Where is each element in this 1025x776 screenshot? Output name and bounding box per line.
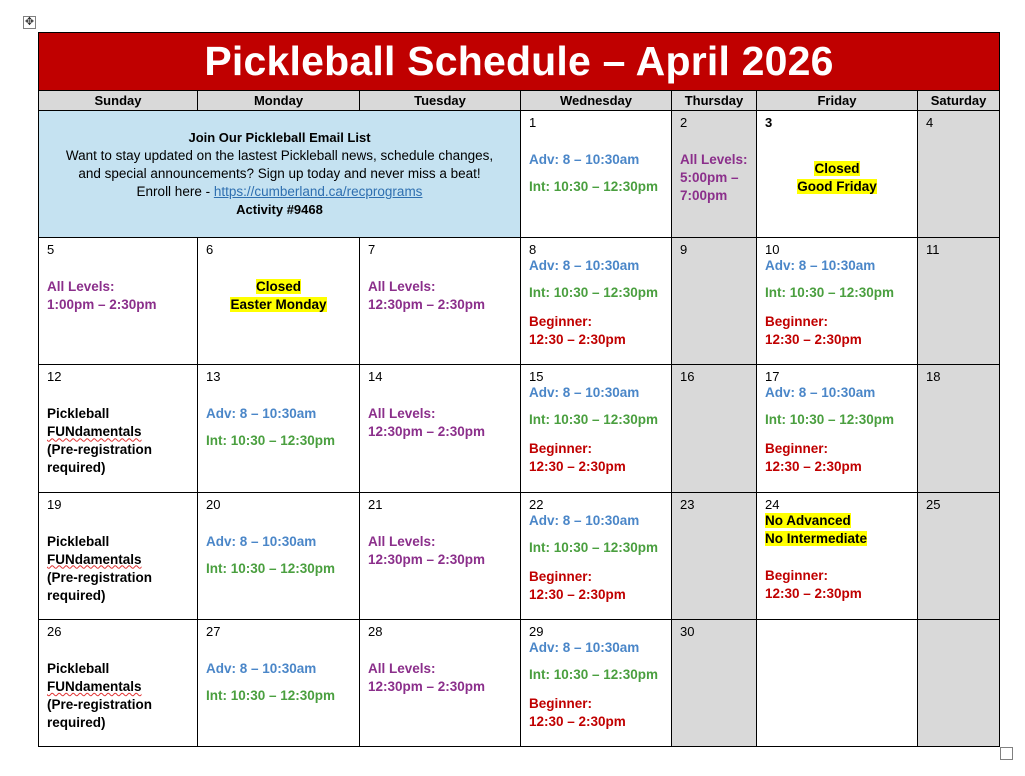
day-cell-29[interactable] bbox=[521, 619, 672, 746]
day-cell-2[interactable] bbox=[672, 111, 757, 238]
beginner-time: 12:30 – 2:30pm bbox=[529, 459, 626, 475]
beginner-label: Beginner: bbox=[765, 441, 829, 457]
day-cell-9[interactable] bbox=[672, 238, 757, 365]
advanced-session: Adv: 8 – 10:30am bbox=[765, 258, 876, 274]
day-number: 28 bbox=[368, 623, 383, 639]
week-row bbox=[39, 619, 1000, 746]
day-number: 5 bbox=[47, 242, 55, 258]
day-number: 2 bbox=[680, 115, 688, 131]
day-cell-28[interactable] bbox=[360, 619, 521, 746]
day-cell-3[interactable] bbox=[757, 111, 918, 238]
advanced-session: Adv: 8 – 10:30am bbox=[206, 660, 317, 676]
intermediate-session: Int: 10:30 – 12:30pm bbox=[765, 285, 895, 301]
all-levels-time: 12:30pm – 2:30pm bbox=[368, 424, 486, 440]
weekday-header: Tuesday bbox=[360, 91, 521, 111]
preregistration-note: (Pre-registration bbox=[47, 696, 153, 712]
beginner-label: Beginner: bbox=[765, 567, 829, 583]
beginner-time: 12:30 – 2:30pm bbox=[529, 713, 626, 729]
intermediate-session: Int: 10:30 – 12:30pm bbox=[206, 687, 336, 703]
beginner-time: 12:30 – 2:30pm bbox=[765, 585, 862, 601]
advanced-session: Adv: 8 – 10:30am bbox=[529, 152, 640, 168]
day-number: 7 bbox=[368, 242, 376, 258]
all-levels-label: All Levels: bbox=[368, 533, 436, 549]
closed-notice: Closed bbox=[255, 279, 301, 295]
beginner-time: 12:30 – 2:30pm bbox=[529, 586, 626, 602]
all-levels-time: 7:00pm bbox=[680, 188, 728, 204]
weekday-header: Thursday bbox=[672, 91, 757, 111]
activity-number: Activity #9468 bbox=[236, 202, 323, 218]
beginner-label: Beginner: bbox=[529, 695, 593, 711]
promo-line: Want to stay updated on the lastest Pickleball news, schedule changes, bbox=[65, 148, 494, 164]
holiday-name: Easter Monday bbox=[230, 297, 327, 313]
advanced-session: Adv: 8 – 10:30am bbox=[529, 512, 640, 528]
intermediate-session: Int: 10:30 – 12:30pm bbox=[529, 179, 659, 195]
day-number: 22 bbox=[529, 496, 544, 512]
weekday-header: Wednesday bbox=[521, 91, 672, 111]
intermediate-session: Int: 10:30 – 12:30pm bbox=[206, 560, 336, 576]
day-cell-27[interactable] bbox=[198, 619, 360, 746]
day-number: 29 bbox=[529, 623, 544, 639]
day-cell-5[interactable] bbox=[39, 238, 198, 365]
empty-day-cell[interactable] bbox=[918, 619, 1000, 746]
week-row bbox=[39, 238, 1000, 365]
beginner-label: Beginner: bbox=[529, 568, 593, 584]
day-number: 6 bbox=[206, 242, 214, 258]
all-levels-time: 5:00pm – bbox=[680, 170, 739, 186]
day-number: 13 bbox=[206, 369, 221, 385]
day-number: 25 bbox=[926, 496, 941, 512]
beginner-label: Beginner: bbox=[529, 314, 593, 330]
day-number: 12 bbox=[47, 369, 62, 385]
fundamentals-title: Pickleball bbox=[47, 406, 110, 422]
weekday-header: Sunday bbox=[39, 91, 198, 111]
day-number: 8 bbox=[529, 242, 537, 258]
day-cell-11[interactable] bbox=[918, 238, 1000, 365]
all-levels-label: All Levels: bbox=[368, 406, 436, 422]
advanced-session: Adv: 8 – 10:30am bbox=[206, 533, 317, 549]
calendar-table bbox=[38, 32, 1000, 747]
day-cell-23[interactable] bbox=[672, 492, 757, 619]
promo-line: and special announcements? Sign up today and never miss a beat! bbox=[78, 166, 481, 182]
all-levels-label: All Levels: bbox=[368, 660, 436, 676]
week-row bbox=[39, 492, 1000, 619]
day-cell-19[interactable] bbox=[39, 492, 198, 619]
day-number: 19 bbox=[47, 496, 62, 512]
day-cell-26[interactable] bbox=[39, 619, 198, 746]
day-number: 9 bbox=[680, 242, 688, 258]
beginner-time: 12:30 – 2:30pm bbox=[765, 332, 862, 348]
advanced-session: Adv: 8 – 10:30am bbox=[529, 639, 640, 655]
text-cursor bbox=[999, 492, 1000, 508]
day-number: 30 bbox=[680, 623, 695, 639]
preregistration-note: (Pre-registration bbox=[47, 442, 153, 458]
page-title: Pickleball Schedule – April 2026 bbox=[39, 33, 1000, 91]
fundamentals-title: FUNdamentals bbox=[47, 551, 142, 567]
day-cell-12[interactable] bbox=[39, 365, 198, 492]
promo-heading: Join Our Pickleball Email List bbox=[188, 130, 371, 146]
day-cell-14[interactable] bbox=[360, 365, 521, 492]
day-number: 10 bbox=[765, 242, 780, 258]
promo-enroll bbox=[39, 183, 520, 201]
preregistration-note: required) bbox=[47, 714, 106, 730]
day-number: 23 bbox=[680, 496, 695, 512]
no-advanced-notice: No Advanced bbox=[765, 512, 851, 528]
day-cell-4[interactable] bbox=[918, 111, 1000, 238]
all-levels-label: All Levels: bbox=[680, 152, 748, 168]
day-cell-24[interactable] bbox=[757, 492, 918, 619]
day-number: 1 bbox=[529, 115, 537, 131]
holiday-name: Good Friday bbox=[797, 179, 877, 195]
day-number: 3 bbox=[765, 115, 773, 131]
day-cell-13[interactable] bbox=[198, 365, 360, 492]
day-number: 11 bbox=[926, 242, 940, 258]
week-row bbox=[39, 365, 1000, 492]
day-cell-21[interactable] bbox=[360, 492, 521, 619]
all-levels-label: All Levels: bbox=[47, 279, 115, 295]
day-number: 18 bbox=[926, 369, 941, 385]
weekday-header-row bbox=[39, 91, 1000, 111]
intermediate-session: Int: 10:30 – 12:30pm bbox=[529, 412, 659, 428]
empty-day-cell[interactable] bbox=[757, 619, 918, 746]
recprograms-link[interactable]: https://cumberland.ca/recprograms bbox=[213, 184, 423, 200]
all-levels-time: 12:30pm – 2:30pm bbox=[368, 678, 486, 694]
all-levels-label: All Levels: bbox=[368, 279, 436, 295]
fundamentals-title: FUNdamentals bbox=[47, 678, 142, 694]
beginner-time: 12:30 – 2:30pm bbox=[765, 459, 862, 475]
day-number: 24 bbox=[765, 496, 780, 512]
advanced-session: Adv: 8 – 10:30am bbox=[765, 385, 876, 401]
day-number: 14 bbox=[368, 369, 383, 385]
enroll-prefix: Enroll here - bbox=[136, 184, 214, 200]
advanced-session: Adv: 8 – 10:30am bbox=[206, 406, 317, 422]
day-cell-17[interactable] bbox=[757, 365, 918, 492]
weekday-header: Monday bbox=[198, 91, 360, 111]
fundamentals-title: Pickleball bbox=[47, 533, 110, 549]
all-levels-time: 1:00pm – 2:30pm bbox=[47, 297, 157, 313]
day-cell-20[interactable] bbox=[198, 492, 360, 619]
email-list-promo bbox=[39, 111, 521, 238]
fundamentals-title: FUNdamentals bbox=[47, 424, 142, 440]
beginner-label: Beginner: bbox=[529, 441, 593, 457]
day-number: 27 bbox=[206, 623, 221, 639]
day-cell-16[interactable] bbox=[672, 365, 757, 492]
preregistration-note: required) bbox=[47, 460, 106, 476]
day-cell-7[interactable] bbox=[360, 238, 521, 365]
intermediate-session: Int: 10:30 – 12:30pm bbox=[529, 285, 659, 301]
advanced-session: Adv: 8 – 10:30am bbox=[529, 258, 640, 274]
no-intermediate-notice: No Intermediate bbox=[765, 530, 868, 546]
all-levels-time: 12:30pm – 2:30pm bbox=[368, 297, 486, 313]
day-cell-15[interactable] bbox=[521, 365, 672, 492]
intermediate-session: Int: 10:30 – 12:30pm bbox=[206, 433, 336, 449]
intermediate-session: Int: 10:30 – 12:30pm bbox=[529, 666, 659, 682]
day-number: 16 bbox=[680, 369, 695, 385]
table-move-handle-icon[interactable]: ✥ bbox=[24, 16, 35, 28]
day-number: 26 bbox=[47, 623, 62, 639]
preregistration-note: required) bbox=[47, 587, 106, 603]
day-cell-18[interactable] bbox=[918, 365, 1000, 492]
day-number: 15 bbox=[529, 369, 544, 385]
day-number: 20 bbox=[206, 496, 221, 512]
day-number: 17 bbox=[765, 369, 780, 385]
day-cell-10[interactable] bbox=[757, 238, 918, 365]
weekday-header: Friday bbox=[757, 91, 918, 111]
preregistration-note: (Pre-registration bbox=[47, 569, 153, 585]
day-cell-30[interactable] bbox=[672, 619, 757, 746]
intermediate-session: Int: 10:30 – 12:30pm bbox=[529, 539, 659, 555]
weekday-header: Saturday bbox=[918, 91, 1000, 111]
day-cell-6[interactable] bbox=[198, 238, 360, 365]
week-row bbox=[39, 111, 1000, 238]
beginner-label: Beginner: bbox=[765, 314, 829, 330]
day-number: 21 bbox=[368, 496, 383, 512]
day-cell-8[interactable] bbox=[521, 238, 672, 365]
day-number: 4 bbox=[926, 115, 934, 131]
day-cell-1[interactable] bbox=[521, 111, 672, 238]
beginner-time: 12:30 – 2:30pm bbox=[529, 332, 626, 348]
table-resize-handle[interactable] bbox=[1000, 747, 1013, 760]
advanced-session: Adv: 8 – 10:30am bbox=[529, 385, 640, 401]
day-cell-25[interactable] bbox=[918, 492, 1000, 619]
all-levels-time: 12:30pm – 2:30pm bbox=[368, 551, 486, 567]
closed-notice: Closed bbox=[814, 161, 860, 177]
intermediate-session: Int: 10:30 – 12:30pm bbox=[765, 412, 895, 428]
day-cell-22[interactable] bbox=[521, 492, 672, 619]
fundamentals-title: Pickleball bbox=[47, 660, 110, 676]
